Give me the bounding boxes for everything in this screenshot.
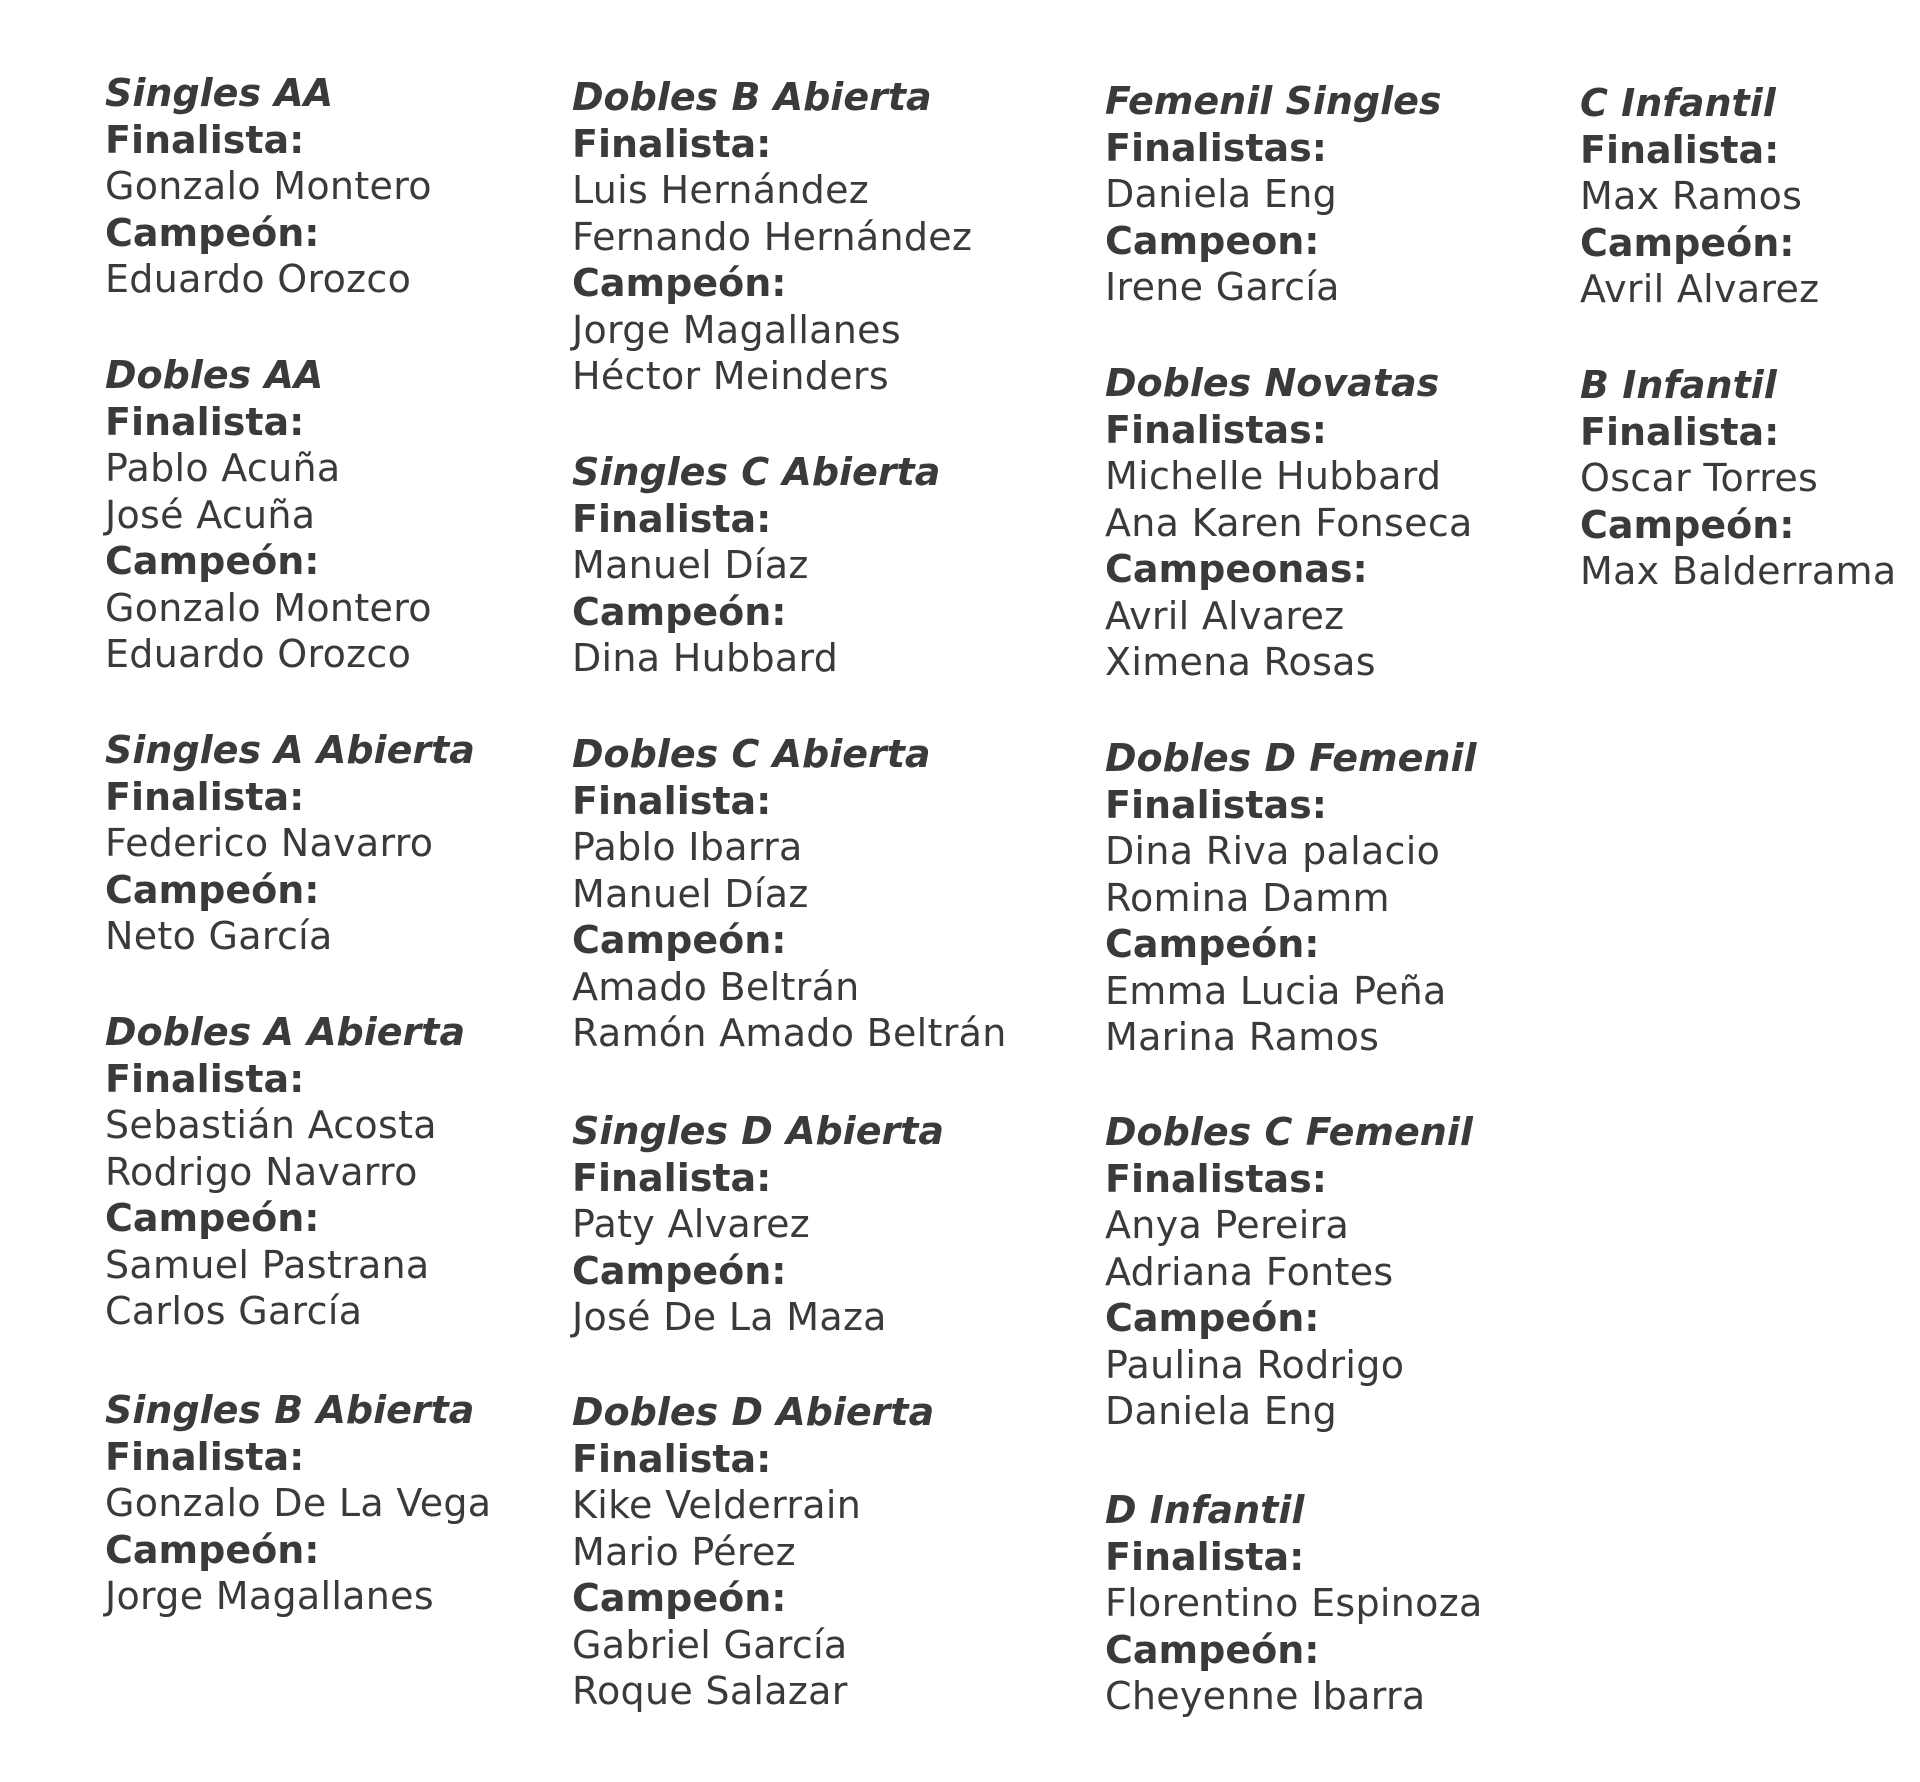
player-name: Daniela Eng — [1105, 1389, 1338, 1433]
result-label: Campeon: — [1105, 218, 1320, 263]
result-label: Finalistas: — [1105, 1156, 1327, 1201]
player-name: Eduardo Orozco — [105, 257, 412, 301]
result-label: Campeón: — [572, 1248, 787, 1293]
category-block — [1580, 362, 1896, 595]
player-name: Eduardo Orozco — [105, 632, 412, 676]
player-name: Michelle Hubbard — [1105, 454, 1442, 498]
player-name: Avril Alvarez — [1105, 593, 1345, 638]
result-label: Finalista: — [105, 774, 305, 819]
category-block — [105, 70, 432, 303]
player-name: Carlos García — [105, 1289, 363, 1333]
result-label: Campeón: — [572, 589, 787, 634]
category-title: Dobles C Femenil — [1105, 1110, 1473, 1154]
player-name: Gabriel García — [572, 1622, 848, 1667]
player-name: Gonzalo De La Vega — [105, 1481, 492, 1525]
category-block — [572, 449, 940, 682]
result-label: Finalista: — [105, 117, 305, 162]
player-name: Paulina Rodrigo — [1105, 1342, 1405, 1387]
result-label: Finalista: — [1580, 409, 1780, 454]
category-title: D Infantil — [1105, 1488, 1305, 1532]
result-label: Finalista: — [572, 496, 772, 541]
player-name: Gonzalo Montero — [105, 164, 432, 208]
category-title: Singles C Abierta — [572, 450, 941, 494]
result-label: Campeón: — [1105, 1296, 1320, 1340]
result-label: Campeón: — [572, 1576, 787, 1620]
player-name: Avril Alvarez — [1580, 267, 1820, 311]
category-block — [105, 727, 475, 960]
category-title: B Infantil — [1580, 363, 1777, 407]
player-name: Paty Alvarez — [572, 1202, 811, 1246]
category-title: Dobles A Abierta — [105, 1010, 466, 1054]
player-name: Cheyenne Ibarra — [1105, 1674, 1426, 1718]
player-name: Roque Salazar — [572, 1669, 848, 1713]
category-block — [1105, 1109, 1473, 1435]
result-label: Finalista: — [105, 399, 305, 444]
player-name: Daniela Eng — [1105, 172, 1338, 216]
player-name: Manuel Díaz — [572, 871, 809, 916]
result-label: Finalistas: — [1105, 782, 1327, 827]
player-name: Mario Pérez — [572, 1529, 796, 1574]
category-title: C Infantil — [1580, 81, 1776, 125]
category-block — [105, 1009, 465, 1335]
player-name: Héctor Meinders — [572, 354, 889, 398]
result-label: Campeón: — [1580, 502, 1795, 547]
result-label: Campeón: — [572, 918, 787, 962]
player-name: Manuel Díaz — [572, 543, 809, 587]
category-title: Dobles D Femenil — [1105, 736, 1477, 780]
player-name: Rodrigo Navarro — [105, 1149, 418, 1194]
player-name: Ximena Rosas — [1105, 640, 1376, 684]
player-name: Pablo Ibarra — [572, 825, 803, 869]
category-title: Dobles D Abierta — [572, 1390, 935, 1434]
player-name: Ramón Amado Beltrán — [572, 1011, 1007, 1055]
category-block — [1105, 735, 1477, 1061]
category-block — [1105, 360, 1473, 686]
player-name: Jorge Magallanes — [572, 307, 901, 352]
result-label: Campeón: — [1105, 922, 1320, 966]
player-name: Max Balderrama — [1580, 549, 1897, 593]
player-name: Sebastián Acosta — [105, 1103, 437, 1147]
player-name: Samuel Pastrana — [105, 1242, 430, 1287]
result-label: Finalista: — [105, 1434, 305, 1479]
player-name: Anya Pereira — [1105, 1203, 1350, 1247]
category-title: Singles AA — [105, 71, 334, 115]
category-block — [1105, 78, 1442, 311]
player-name: Adriana Fontes — [1105, 1249, 1394, 1294]
result-label: Campeón: — [572, 261, 787, 305]
category-title: Femenil Singles — [1105, 79, 1442, 123]
category-title: Dobles C Abierta — [572, 732, 931, 776]
category-block — [105, 1387, 491, 1620]
player-name: Gonzalo Montero — [105, 585, 432, 630]
category-block — [572, 1108, 944, 1341]
result-label: Finalista: — [1580, 127, 1780, 172]
category-title: Dobles B Abierta — [572, 75, 932, 119]
player-name: José Acuña — [105, 492, 316, 537]
result-label: Campeonas: — [1105, 547, 1368, 591]
player-name: Dina Riva palacio — [1105, 829, 1441, 873]
player-name: Irene García — [1105, 265, 1340, 309]
player-name: Dina Hubbard — [572, 636, 839, 680]
player-name: Marina Ramos — [1105, 1015, 1380, 1059]
player-name: Florentino Espinoza — [1105, 1581, 1483, 1625]
player-name: Amado Beltrán — [572, 964, 860, 1009]
category-title: Singles B Abierta — [105, 1388, 475, 1432]
result-label: Finalista: — [572, 778, 772, 823]
category-block — [105, 352, 432, 678]
result-label: Campeón: — [105, 867, 320, 912]
result-label: Campeón: — [105, 1527, 320, 1572]
player-name: José De La Maza — [572, 1295, 887, 1339]
player-name: Fernando Hernández — [572, 214, 973, 259]
result-label: Campeón: — [105, 1196, 320, 1240]
result-label: Campeón: — [1105, 1627, 1320, 1672]
player-name: Oscar Torres — [1580, 456, 1819, 500]
result-label: Campeón: — [105, 210, 320, 255]
result-label: Finalista: — [572, 1155, 772, 1200]
player-name: Jorge Magallanes — [105, 1574, 434, 1618]
category-block — [1580, 80, 1819, 313]
player-name: Max Ramos — [1580, 174, 1803, 218]
player-name: Federico Navarro — [105, 821, 434, 865]
category-title: Dobles AA — [105, 353, 324, 397]
result-label: Finalista: — [572, 1436, 772, 1481]
category-title: Singles A Abierta — [105, 728, 475, 772]
category-title: Singles D Abierta — [572, 1109, 945, 1153]
player-name: Kike Velderrain — [572, 1483, 862, 1527]
player-name: Ana Karen Fonseca — [1105, 500, 1473, 545]
player-name: Romina Damm — [1105, 875, 1390, 920]
player-name: Luis Hernández — [572, 168, 870, 212]
category-block — [572, 74, 972, 400]
player-name: Emma Lucia Peña — [1105, 968, 1447, 1013]
category-block — [572, 1389, 934, 1715]
category-block — [572, 731, 1007, 1057]
result-label: Finalista: — [572, 121, 772, 166]
result-label: Finalista: — [105, 1056, 305, 1101]
result-label: Finalistas: — [1105, 407, 1327, 452]
player-name: Pablo Acuña — [105, 446, 341, 490]
result-label: Campeón: — [105, 539, 320, 583]
result-label: Finalistas: — [1105, 125, 1327, 170]
player-name: Neto García — [105, 914, 333, 958]
result-label: Finalista: — [1105, 1534, 1305, 1579]
category-title: Dobles Novatas — [1105, 361, 1440, 405]
result-label: Campeón: — [1580, 220, 1795, 265]
category-block — [1105, 1487, 1483, 1720]
